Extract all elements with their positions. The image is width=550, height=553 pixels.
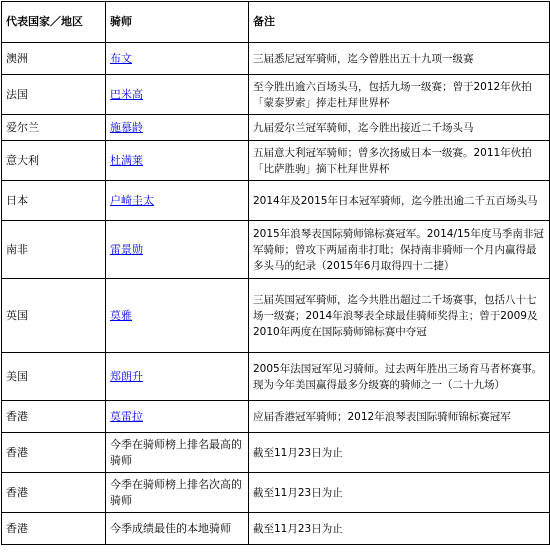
region-cell: 香港 — [2, 473, 106, 513]
table-row — [2, 115, 550, 141]
header-row — [2, 2, 550, 43]
table-row — [2, 353, 550, 401]
region-cell: 英国 — [2, 279, 106, 353]
jockey-cell — [106, 401, 249, 433]
table-row — [2, 221, 550, 279]
remark-cell: 三届悉尼冠军骑师，迄今曾胜出五十九项一级赛 — [249, 43, 550, 75]
jockey-link[interactable]: 莫雅 — [110, 308, 132, 322]
table-row — [2, 433, 550, 473]
region-cell: 香港 — [2, 401, 106, 433]
table-row — [2, 43, 550, 75]
remark-cell: 2014年及2015年日本冠军骑师，迄今胜出逾二千五百场头马 — [249, 181, 550, 221]
jockey-cell — [106, 43, 249, 75]
region-cell: 澳洲 — [2, 43, 106, 75]
jockey-cell — [106, 353, 249, 401]
jockey-cell — [106, 141, 249, 181]
jockey-cell — [106, 279, 249, 353]
jockey-link[interactable]: 莫雷拉 — [110, 409, 143, 423]
region-cell: 美国 — [2, 353, 106, 401]
jockey-link[interactable]: 巴米高 — [110, 87, 143, 101]
remark-cell: 截至11月23日为止 — [249, 433, 550, 473]
remark-cell: 三届英国冠军骑师，迄今共胜出超过二千场赛事，包括八十七场一级赛；2014年浪琴表全球最佳骑师奖得主；曾于2009及2010年两度在国际骑师锦标赛中夺冠 — [249, 279, 550, 353]
table-row — [2, 181, 550, 221]
header-remark: 备注 — [249, 2, 550, 43]
jockey-cell — [106, 115, 249, 141]
header-region: 代表国家／地区 — [2, 2, 106, 43]
remark-cell: 截至11月23日为止 — [249, 473, 550, 513]
jockey-cell: 今季在骑师榜上排名次高的骑师 — [106, 473, 249, 513]
region-cell: 爱尔兰 — [2, 115, 106, 141]
remark-cell: 2005年法国冠军见习骑师。过去两年胜出三场育马者杯赛事。现为今年美国赢得最多分级赛的骑师之一（二十九场） — [249, 353, 550, 401]
jockey-link[interactable]: 施慕龄 — [110, 120, 143, 134]
jockey-link[interactable]: 布文 — [110, 51, 132, 65]
table-row — [2, 279, 550, 353]
jockey-link[interactable]: 雷景勋 — [110, 242, 143, 256]
region-cell: 日本 — [2, 181, 106, 221]
region-cell: 香港 — [2, 513, 106, 545]
table-row — [2, 75, 550, 115]
jockey-link[interactable]: 户崎圭太 — [110, 193, 154, 207]
jockey-link[interactable]: 杜满莱 — [110, 153, 143, 167]
table-row — [2, 401, 550, 433]
remark-cell: 九届爱尔兰冠军骑师，迄今胜出接近二千场头马 — [249, 115, 550, 141]
jockey-cell — [106, 181, 249, 221]
jockey-cell — [106, 75, 249, 115]
region-cell: 意大利 — [2, 141, 106, 181]
region-cell: 香港 — [2, 433, 106, 473]
remark-cell: 至今胜出逾六百场头马，包括九场一级赛；曾于2012年伙拍「蒙泰罗索」捧走杜拜世界杯 — [249, 75, 550, 115]
header-jockey: 骑师 — [106, 2, 249, 43]
jockey-link[interactable]: 郑朗升 — [110, 369, 143, 383]
jockey-cell: 今季成绩最佳的本地骑师 — [106, 513, 249, 545]
table-row — [2, 473, 550, 513]
remark-cell: 2015年浪琴表国际骑师锦标赛冠军。2014/15年度马季南非冠军骑师；曾攻下两届南非打吡；保持南非骑师一个月内赢得最多头马的纪录（2015年6月取得四十二捷） — [249, 221, 550, 279]
region-cell: 南非 — [2, 221, 106, 279]
jockey-cell: 今季在骑师榜上排名最高的骑师 — [106, 433, 249, 473]
jockey-cell — [106, 221, 249, 279]
region-cell: 法国 — [2, 75, 106, 115]
jockey-table — [1, 1, 550, 545]
remark-cell: 五届意大利冠军骑师；曾多次扬威日本一级赛。2011年伙拍「比萨胜驹」摘下杜拜世界杯 — [249, 141, 550, 181]
remark-cell: 截至11月23日为止 — [249, 513, 550, 545]
table-row — [2, 141, 550, 181]
remark-cell: 应届香港冠军骑师；2012年浪琴表国际骑师锦标赛冠军 — [249, 401, 550, 433]
table-row — [2, 513, 550, 545]
